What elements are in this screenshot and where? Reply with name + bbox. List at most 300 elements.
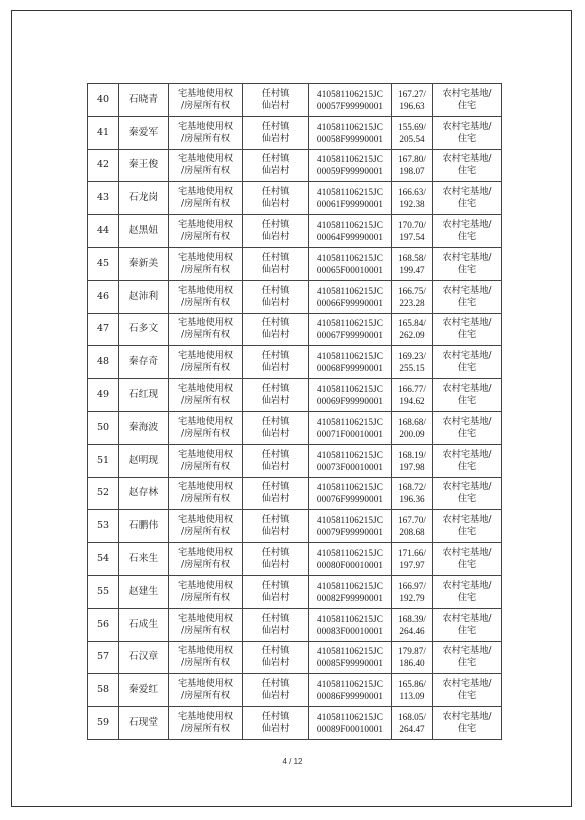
right-type-line: /房屋所有权 <box>180 591 231 603</box>
area-cell <box>392 707 433 740</box>
land-use-line: 农村宅基地/ <box>442 350 492 362</box>
right-type-cell <box>169 116 243 149</box>
right-type-line: 宅基地使用权 <box>177 251 234 263</box>
location-cell <box>243 247 309 280</box>
location-line: 仙岩村 <box>261 690 290 702</box>
location-line: 任村镇 <box>261 415 290 427</box>
area-line: 169.23/ <box>398 351 426 362</box>
row-number-cell: 54 <box>88 543 119 576</box>
location-cell <box>243 707 309 740</box>
location-cell <box>243 411 309 444</box>
owner-name-cell: 石红现 <box>119 379 169 412</box>
location-cell <box>243 641 309 674</box>
right-type-cell <box>169 84 243 117</box>
area-line: 264.47 <box>399 724 425 735</box>
location-line: 任村镇 <box>261 579 290 591</box>
right-type-line: 宅基地使用权 <box>177 415 234 427</box>
owner-name-cell: 赵建生 <box>119 575 169 608</box>
unit-code-line: 00058F99990001 <box>316 133 384 144</box>
right-type-line: 宅基地使用权 <box>177 186 234 198</box>
unit-code-cell <box>309 608 392 641</box>
location-line: 仙岩村 <box>261 198 290 210</box>
area-line: 200.09 <box>399 428 425 439</box>
right-type-cell <box>169 411 243 444</box>
area-cell <box>392 215 433 248</box>
unit-code-line: 00064F99990001 <box>316 232 384 243</box>
unit-code-line: 410581106215JC <box>317 351 383 362</box>
area-line: 198.07 <box>399 166 425 177</box>
right-type-line: /房屋所有权 <box>180 198 231 210</box>
area-line: 208.68 <box>399 527 425 538</box>
land-use-line: 住宅 <box>457 395 477 407</box>
right-type-line: /房屋所有权 <box>180 657 231 669</box>
area-line: 196.63 <box>399 100 425 111</box>
table-row <box>88 84 502 117</box>
right-type-line: 宅基地使用权 <box>177 120 234 132</box>
land-use-line: 农村宅基地/ <box>442 87 492 99</box>
right-type-cell <box>169 707 243 740</box>
land-use-line: 住宅 <box>457 427 477 439</box>
land-use-line: 农村宅基地/ <box>442 711 492 723</box>
location-line: 任村镇 <box>261 186 290 198</box>
location-line: 仙岩村 <box>261 559 290 571</box>
row-number-cell: 56 <box>88 608 119 641</box>
area-line: 223.28 <box>399 297 425 308</box>
table-row <box>88 411 502 444</box>
table-row <box>88 313 502 346</box>
unit-code-line: 410581106215JC <box>317 88 383 99</box>
unit-code-cell <box>309 674 392 707</box>
row-number-cell: 51 <box>88 444 119 477</box>
right-type-cell <box>169 641 243 674</box>
unit-code-line: 00068F99990001 <box>316 363 384 374</box>
right-type-line: 宅基地使用权 <box>177 547 234 559</box>
land-use-cell <box>433 444 502 477</box>
table-row <box>88 215 502 248</box>
unit-code-line: 00085F99990001 <box>316 658 384 669</box>
area-line: 262.09 <box>399 330 425 341</box>
right-type-line: 宅基地使用权 <box>177 678 234 690</box>
area-line: 255.15 <box>399 363 425 374</box>
location-line: 任村镇 <box>261 317 290 329</box>
owner-name-cell: 秦海波 <box>119 411 169 444</box>
table-row <box>88 444 502 477</box>
land-use-cell <box>433 247 502 280</box>
table-row <box>88 182 502 215</box>
location-cell <box>243 215 309 248</box>
area-cell <box>392 247 433 280</box>
unit-code-line: 410581106215JC <box>317 679 383 690</box>
location-line: 仙岩村 <box>261 624 290 636</box>
location-line: 仙岩村 <box>261 296 290 308</box>
land-use-cell <box>433 116 502 149</box>
right-type-cell <box>169 543 243 576</box>
unit-code-cell <box>309 641 392 674</box>
location-line: 仙岩村 <box>261 395 290 407</box>
location-line: 任村镇 <box>261 711 290 723</box>
land-use-cell <box>433 575 502 608</box>
location-line: 任村镇 <box>261 87 290 99</box>
area-line: 155.69/ <box>398 121 426 132</box>
location-line: 任村镇 <box>261 481 290 493</box>
unit-code-line: 00057F99990001 <box>316 100 384 111</box>
unit-code-line: 00066F99990001 <box>316 297 384 308</box>
table-row <box>88 280 502 313</box>
table-row <box>88 543 502 576</box>
land-use-line: 住宅 <box>457 231 477 243</box>
land-use-line: 住宅 <box>457 624 477 636</box>
area-line: 168.39/ <box>398 613 426 624</box>
land-use-cell <box>433 674 502 707</box>
area-line: 194.62 <box>399 396 425 407</box>
location-line: 任村镇 <box>261 153 290 165</box>
unit-code-line: 410581106215JC <box>317 187 383 198</box>
land-use-cell <box>433 608 502 641</box>
unit-code-line: 00061F99990001 <box>316 199 384 210</box>
area-cell <box>392 116 433 149</box>
land-use-line: 住宅 <box>457 460 477 472</box>
land-use-cell <box>433 641 502 674</box>
land-use-line: 住宅 <box>457 493 477 505</box>
land-use-cell <box>433 379 502 412</box>
area-line: 165.84/ <box>398 318 426 329</box>
land-use-line: 农村宅基地/ <box>442 645 492 657</box>
land-use-line: 住宅 <box>457 263 477 275</box>
area-line: 166.75/ <box>398 285 426 296</box>
right-type-line: 宅基地使用权 <box>177 514 234 526</box>
right-type-line: 宅基地使用权 <box>177 383 234 395</box>
unit-code-line: 00083F00010001 <box>316 625 384 636</box>
land-use-line: 住宅 <box>457 690 477 702</box>
location-line: 任村镇 <box>261 120 290 132</box>
owner-name-cell: 石鹏伟 <box>119 510 169 543</box>
location-line: 仙岩村 <box>261 723 290 735</box>
owner-name-cell: 秦存奇 <box>119 346 169 379</box>
area-line: 167.80/ <box>398 154 426 165</box>
area-cell <box>392 149 433 182</box>
unit-code-line: 410581106215JC <box>317 220 383 231</box>
right-type-cell <box>169 379 243 412</box>
location-cell <box>243 444 309 477</box>
unit-code-line: 00076F99990001 <box>316 494 384 505</box>
right-type-line: 宅基地使用权 <box>177 711 234 723</box>
land-use-cell <box>433 149 502 182</box>
right-type-line: 宅基地使用权 <box>177 317 234 329</box>
location-line: 任村镇 <box>261 350 290 362</box>
right-type-line: /房屋所有权 <box>180 329 231 341</box>
unit-code-line: 410581106215JC <box>317 515 383 526</box>
location-line: 任村镇 <box>261 678 290 690</box>
unit-code-cell <box>309 215 392 248</box>
owner-name-cell: 秦王俊 <box>119 149 169 182</box>
area-line: 196.36 <box>399 494 425 505</box>
unit-code-line: 410581106215JC <box>317 318 383 329</box>
land-use-line: 农村宅基地/ <box>442 514 492 526</box>
land-use-line: 住宅 <box>457 526 477 538</box>
table-row <box>88 149 502 182</box>
right-type-line: /房屋所有权 <box>180 559 231 571</box>
owner-name-cell: 石汉章 <box>119 641 169 674</box>
right-type-cell <box>169 575 243 608</box>
right-type-cell <box>169 215 243 248</box>
area-line: 166.63/ <box>398 187 426 198</box>
area-cell <box>392 477 433 510</box>
location-line: 任村镇 <box>261 284 290 296</box>
unit-code-line: 00069F99990001 <box>316 396 384 407</box>
right-type-cell <box>169 477 243 510</box>
unit-code-line: 410581106215JC <box>317 416 383 427</box>
land-use-line: 住宅 <box>457 198 477 210</box>
unit-code-line: 410581106215JC <box>317 285 383 296</box>
unit-code-line: 00071F00010001 <box>316 428 384 439</box>
area-line: 168.05/ <box>398 712 426 723</box>
right-type-line: 宅基地使用权 <box>177 350 234 362</box>
row-number-cell: 48 <box>88 346 119 379</box>
right-type-line: /房屋所有权 <box>180 263 231 275</box>
location-line: 仙岩村 <box>261 591 290 603</box>
right-type-cell <box>169 444 243 477</box>
unit-code-line: 410581106215JC <box>317 154 383 165</box>
owner-name-cell: 石成生 <box>119 608 169 641</box>
land-use-line: 农村宅基地/ <box>442 612 492 624</box>
unit-code-line: 00067F99990001 <box>316 330 384 341</box>
table-row <box>88 674 502 707</box>
area-cell <box>392 280 433 313</box>
unit-code-line: 00079F99990001 <box>316 527 384 538</box>
table-row <box>88 608 502 641</box>
area-line: 179.87/ <box>398 646 426 657</box>
area-line: 165.86/ <box>398 679 426 690</box>
location-line: 仙岩村 <box>261 493 290 505</box>
right-type-line: /房屋所有权 <box>180 231 231 243</box>
area-line: 168.68/ <box>398 416 426 427</box>
row-number-cell: 44 <box>88 215 119 248</box>
right-type-line: /房屋所有权 <box>180 427 231 439</box>
area-line: 168.19/ <box>398 449 426 460</box>
area-line: 197.54 <box>399 232 425 243</box>
land-use-line: 农村宅基地/ <box>442 547 492 559</box>
location-cell <box>243 346 309 379</box>
right-type-line: /房屋所有权 <box>180 690 231 702</box>
table-row <box>88 379 502 412</box>
unit-code-cell <box>309 313 392 346</box>
row-number-cell: 55 <box>88 575 119 608</box>
owner-name-cell: 秦爱军 <box>119 116 169 149</box>
unit-code-cell <box>309 346 392 379</box>
unit-code-cell <box>309 543 392 576</box>
land-use-line: 农村宅基地/ <box>442 251 492 263</box>
land-use-line: 住宅 <box>457 657 477 669</box>
area-line: 171.66/ <box>398 548 426 559</box>
right-type-line: /房屋所有权 <box>180 526 231 538</box>
page-number: 4 / 12 <box>282 757 303 766</box>
land-use-cell <box>433 543 502 576</box>
right-type-line: 宅基地使用权 <box>177 481 234 493</box>
unit-code-line: 410581106215JC <box>317 384 383 395</box>
owner-name-cell: 秦爱红 <box>119 674 169 707</box>
owner-name-cell: 赵沛利 <box>119 280 169 313</box>
unit-code-line: 410581106215JC <box>317 121 383 132</box>
location-cell <box>243 182 309 215</box>
table-row <box>88 247 502 280</box>
land-use-line: 住宅 <box>457 723 477 735</box>
location-cell <box>243 379 309 412</box>
location-line: 仙岩村 <box>261 99 290 111</box>
area-line: 167.70/ <box>398 515 426 526</box>
land-use-line: 农村宅基地/ <box>442 186 492 198</box>
table-row <box>88 641 502 674</box>
land-use-cell <box>433 346 502 379</box>
location-line: 任村镇 <box>261 645 290 657</box>
unit-code-line: 00089F00010001 <box>316 724 384 735</box>
row-number-cell: 52 <box>88 477 119 510</box>
unit-code-cell <box>309 707 392 740</box>
unit-code-cell <box>309 116 392 149</box>
location-cell <box>243 149 309 182</box>
row-number-cell: 58 <box>88 674 119 707</box>
area-line: 113.09 <box>399 691 425 702</box>
right-type-line: 宅基地使用权 <box>177 153 234 165</box>
right-type-cell <box>169 674 243 707</box>
unit-code-cell <box>309 182 392 215</box>
unit-code-cell <box>309 477 392 510</box>
location-cell <box>243 543 309 576</box>
owner-name-cell: 石多文 <box>119 313 169 346</box>
location-line: 任村镇 <box>261 514 290 526</box>
land-use-line: 住宅 <box>457 559 477 571</box>
right-type-cell <box>169 346 243 379</box>
owner-name-cell: 石现堂 <box>119 707 169 740</box>
area-cell <box>392 182 433 215</box>
area-cell <box>392 543 433 576</box>
right-type-line: 宅基地使用权 <box>177 87 234 99</box>
location-cell <box>243 575 309 608</box>
location-cell <box>243 510 309 543</box>
location-line: 任村镇 <box>261 612 290 624</box>
owner-name-cell: 石晓青 <box>119 84 169 117</box>
right-type-line: 宅基地使用权 <box>177 579 234 591</box>
right-type-line: 宅基地使用权 <box>177 645 234 657</box>
table-row <box>88 575 502 608</box>
right-type-cell <box>169 149 243 182</box>
area-line: 264.46 <box>399 625 425 636</box>
area-cell <box>392 411 433 444</box>
row-number-cell: 57 <box>88 641 119 674</box>
row-number-cell: 59 <box>88 707 119 740</box>
unit-code-cell <box>309 575 392 608</box>
right-type-line: 宅基地使用权 <box>177 448 234 460</box>
row-number-cell: 49 <box>88 379 119 412</box>
area-line: 167.27/ <box>398 88 426 99</box>
right-type-line: /房屋所有权 <box>180 493 231 505</box>
right-type-line: /房屋所有权 <box>180 723 231 735</box>
right-type-line: 宅基地使用权 <box>177 284 234 296</box>
unit-code-line: 00073F00010001 <box>316 461 384 472</box>
table-row <box>88 477 502 510</box>
land-use-line: 住宅 <box>457 362 477 374</box>
area-line: 192.38 <box>399 199 425 210</box>
land-use-line: 住宅 <box>457 296 477 308</box>
land-use-line: 住宅 <box>457 132 477 144</box>
unit-code-line: 410581106215JC <box>317 482 383 493</box>
land-use-line: 农村宅基地/ <box>442 678 492 690</box>
land-use-cell <box>433 707 502 740</box>
area-cell <box>392 608 433 641</box>
land-use-line: 农村宅基地/ <box>442 579 492 591</box>
property-register-table <box>87 83 502 740</box>
area-line: 170.70/ <box>398 220 426 231</box>
unit-code-cell <box>309 280 392 313</box>
area-cell <box>392 444 433 477</box>
row-number-cell: 47 <box>88 313 119 346</box>
right-type-line: 宅基地使用权 <box>177 612 234 624</box>
area-line: 168.58/ <box>398 252 426 263</box>
location-line: 任村镇 <box>261 547 290 559</box>
row-number-cell: 43 <box>88 182 119 215</box>
row-number-cell: 53 <box>88 510 119 543</box>
location-line: 仙岩村 <box>261 362 290 374</box>
unit-code-line: 410581106215JC <box>317 548 383 559</box>
owner-name-cell: 赵存林 <box>119 477 169 510</box>
right-type-line: /房屋所有权 <box>180 460 231 472</box>
unit-code-line: 410581106215JC <box>317 646 383 657</box>
area-cell <box>392 313 433 346</box>
right-type-cell <box>169 182 243 215</box>
land-use-cell <box>433 411 502 444</box>
unit-code-cell <box>309 411 392 444</box>
location-cell <box>243 674 309 707</box>
land-use-line: 农村宅基地/ <box>442 481 492 493</box>
unit-code-line: 410581106215JC <box>317 712 383 723</box>
unit-code-line: 00082F99990001 <box>316 592 384 603</box>
land-use-line: 农村宅基地/ <box>442 153 492 165</box>
area-line: 168.72/ <box>398 482 426 493</box>
land-use-line: 农村宅基地/ <box>442 284 492 296</box>
right-type-line: 宅基地使用权 <box>177 219 234 231</box>
unit-code-cell <box>309 247 392 280</box>
location-line: 任村镇 <box>261 448 290 460</box>
land-use-cell <box>433 510 502 543</box>
table-row <box>88 707 502 740</box>
unit-code-cell <box>309 84 392 117</box>
land-use-cell <box>433 313 502 346</box>
right-type-cell <box>169 247 243 280</box>
right-type-line: /房屋所有权 <box>180 99 231 111</box>
unit-code-line: 00086F99990001 <box>316 691 384 702</box>
table-row <box>88 346 502 379</box>
area-line: 166.97/ <box>398 580 426 591</box>
location-line: 仙岩村 <box>261 165 290 177</box>
right-type-line: /房屋所有权 <box>180 165 231 177</box>
location-cell <box>243 84 309 117</box>
area-line: 199.47 <box>399 264 425 275</box>
area-line: 205.54 <box>399 133 425 144</box>
location-line: 仙岩村 <box>261 329 290 341</box>
location-line: 仙岩村 <box>261 427 290 439</box>
location-line: 任村镇 <box>261 383 290 395</box>
land-use-line: 住宅 <box>457 165 477 177</box>
area-cell <box>392 575 433 608</box>
land-use-cell <box>433 280 502 313</box>
unit-code-line: 410581106215JC <box>317 580 383 591</box>
location-cell <box>243 116 309 149</box>
right-type-cell <box>169 608 243 641</box>
row-number-cell: 40 <box>88 84 119 117</box>
unit-code-line: 00065F00010001 <box>316 264 384 275</box>
area-cell <box>392 510 433 543</box>
right-type-line: /房屋所有权 <box>180 296 231 308</box>
right-type-line: /房屋所有权 <box>180 362 231 374</box>
